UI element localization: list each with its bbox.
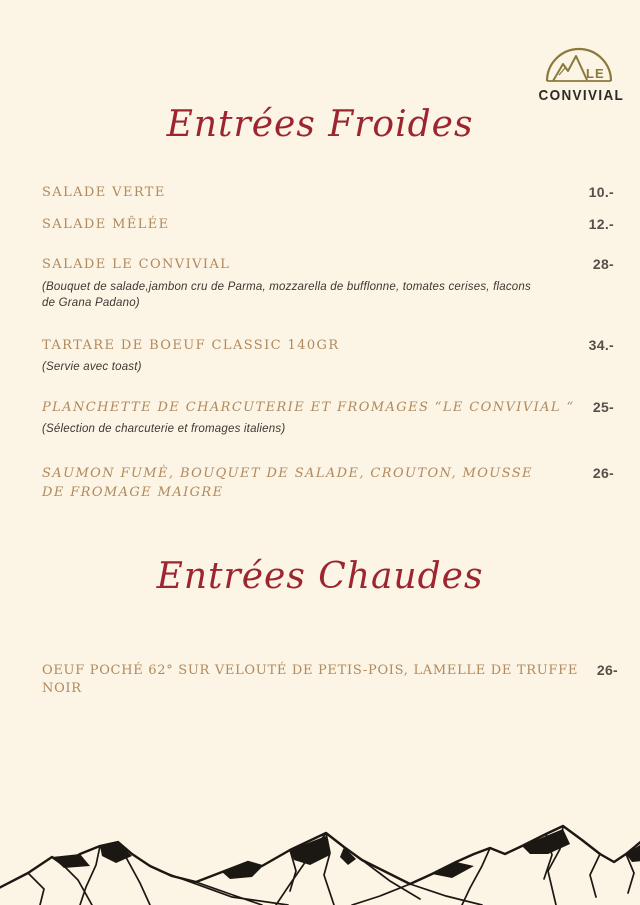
item-price: 28- <box>592 256 614 273</box>
restaurant-logo <box>534 38 624 104</box>
item-main <box>42 256 547 310</box>
menu-item-salade-verte <box>42 184 614 202</box>
item-main <box>42 399 575 437</box>
section-title-entrees-chaudes: Entrées Chaudes <box>156 556 484 597</box>
item-price: 12.- <box>588 216 614 233</box>
item-name: TARTARE DE BOEUF CLASSIC 140GR <box>42 337 340 353</box>
menu-item-oeuf-poche <box>42 662 618 698</box>
section-title-entrees-froides: Entrées Froides <box>166 104 474 145</box>
svg-text:LE: LE <box>586 66 605 81</box>
item-name: SAUMON FUMÈ, BOUQUET DE SALADE, CROUTON, MOUSSE DE FROMAGE MAIGRE <box>42 466 533 500</box>
item-price: 25- <box>592 399 614 416</box>
item-price: 34.- <box>588 336 614 353</box>
menu-item-planchette <box>42 399 614 437</box>
item-description: (Sélection de charcuterie et fromages italiens) <box>42 423 286 436</box>
item-name: PLANCHETTE DE CHARCUTERIE ET FROMAGES “LE CONVIVIAL “ <box>42 400 575 416</box>
entrees-chaudes-list <box>42 662 618 698</box>
menu-item-saumon-fume <box>42 465 614 501</box>
item-price: 26- <box>596 662 618 678</box>
item-price: 10.- <box>588 184 614 200</box>
logo-name: CONVIVIAL <box>538 87 625 104</box>
item-main <box>42 337 340 375</box>
mountain-range-illustration <box>0 809 640 905</box>
menu-item-tartare <box>42 337 614 375</box>
menu-item-salade-melee <box>42 216 614 234</box>
item-description: (Servie avec toast) <box>42 360 142 373</box>
item-name: SALADE LE CONVIVIAL <box>42 257 231 273</box>
item-description: (Bouquet de salade,jambon cru de Parma, mozzarella de bufflonne, tomates cerises, flacons de Grana Padano) <box>42 280 531 309</box>
entrees-froides-list <box>42 184 614 502</box>
item-price: 26- <box>592 465 614 482</box>
item-name: SALADE MÊLÉE <box>42 217 170 233</box>
item-name: SALADE VERTE <box>42 185 166 200</box>
item-name: OEUF POCHÉ 62° SUR VELOUTÉ DE PETIS-POIS, LAMELLE DE TRUFFE NOIR <box>42 663 579 697</box>
mountain-arch-logo-icon <box>541 38 617 86</box>
menu-item-salade-convivial <box>42 256 614 310</box>
